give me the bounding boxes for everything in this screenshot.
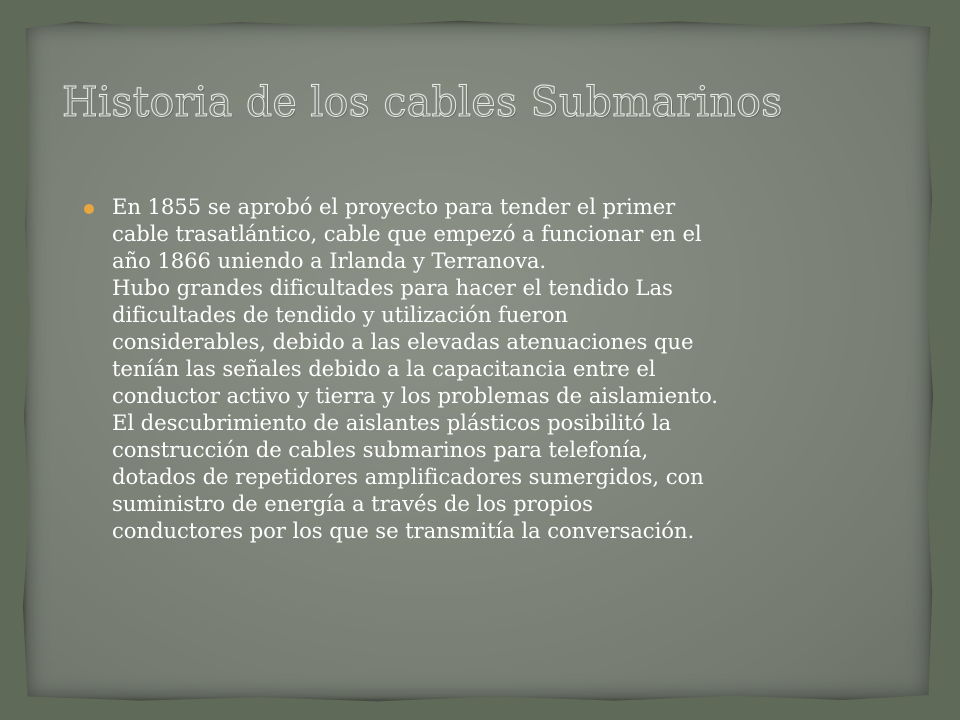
bullet-text: En 1855 se aprobó el proyecto para tender el primer cable trasatlántico, cable que empezó a funcionar en el año 1866 uniendo a Irlanda y Terranova. Hubo grandes dificultades para hacer el tendido Las dificultades de tendido y utilización fueron considerables, debido a las elevadas atenuaciones que teníán las señales debido a la capacitancia entre el conductor activo y tierra y los problemas de aislamiento. El descubrimiento de aislantes plásticos posibilitó la construcción de cables submarinos para telefonía, dotados de repetidores amplificadores sumergidos, con suministro de energía a través de los propios conductores por los que se transmitía la conversación. bbox=[112, 194, 718, 543]
slide-title: Historia de los cables Submarinos bbox=[62, 78, 783, 126]
list-item bbox=[84, 193, 914, 544]
bullet-list bbox=[84, 193, 914, 544]
bullet-dot-icon bbox=[84, 204, 94, 214]
